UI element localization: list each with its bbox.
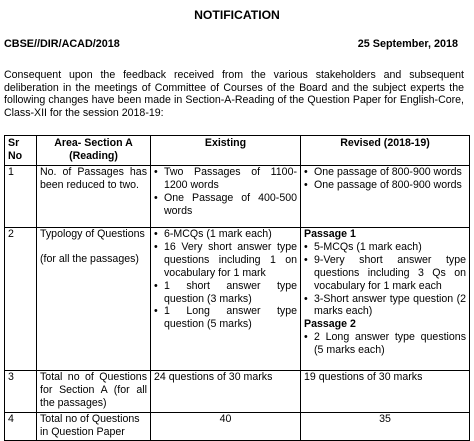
table-row bbox=[5, 228, 470, 371]
header-revised: Revised (2018-19) bbox=[301, 136, 470, 166]
list-item: • 1 short answer type question (3 marks) bbox=[154, 280, 297, 306]
list-item: • 16 Very short answer type questions including 1 on vocabulary for 1 mark bbox=[154, 241, 297, 280]
row2-area-line2: (for all the passages) bbox=[40, 252, 139, 265]
row4-existing: 40 bbox=[151, 413, 301, 441]
row2-area bbox=[37, 228, 151, 371]
changes-table bbox=[4, 135, 470, 441]
table-row bbox=[5, 166, 470, 228]
row3-existing: 24 questions of 30 marks bbox=[151, 371, 301, 413]
header-area bbox=[37, 136, 151, 166]
header-sr-no: Sr No bbox=[5, 136, 37, 166]
list-item: • One Passage of 400-500 words bbox=[154, 192, 297, 218]
row2-area-line1: Typology of Questions bbox=[40, 228, 145, 240]
page-title: NOTIFICATION bbox=[194, 8, 280, 22]
row1-revised bbox=[301, 166, 470, 228]
table-header-row bbox=[5, 136, 470, 166]
reference-number: CBSE//DIR/ACAD/2018 bbox=[4, 38, 120, 50]
row4-area: Total no of Questions in Question Paper bbox=[37, 413, 151, 441]
row4-revised: 35 bbox=[301, 413, 470, 441]
row1-existing bbox=[151, 166, 301, 228]
header-area-line1: Area- Section A bbox=[54, 137, 133, 149]
header-existing: Existing bbox=[151, 136, 301, 166]
notification-date: 25 September, 2018 bbox=[357, 38, 458, 50]
row2-sr: 2 bbox=[5, 228, 37, 371]
row3-revised: 19 questions of 30 marks bbox=[301, 371, 470, 413]
row2-existing bbox=[151, 228, 301, 371]
list-item: • Two Passages of 1100-1200 words bbox=[154, 166, 297, 192]
list-item: • 6-MCQs (1 mark each) bbox=[154, 228, 297, 241]
row1-sr: 1 bbox=[5, 166, 37, 228]
list-item: • One passage of 800-900 words bbox=[304, 166, 466, 179]
intro-paragraph: Consequent upon the feedback received from the various stakeholders and subsequent deliberation in the meetings of Committee of Courses of the Board and the subject experts the following changes have been made in Section-A-Reading of the Question Paper for English-Core, Class-XII for the session 2018-19: bbox=[4, 69, 464, 120]
row3-area: Total no of Questions for Section A (for all the passages) bbox=[37, 371, 151, 413]
table-row bbox=[5, 413, 470, 441]
passage1-label: Passage 1 bbox=[304, 228, 356, 240]
table-row bbox=[5, 371, 470, 413]
row4-sr: 4 bbox=[5, 413, 37, 441]
row2-revised bbox=[301, 228, 470, 371]
list-item: • 9-Very short answer type questions including 3 Qs on vocabulary for 1 mark each bbox=[304, 254, 466, 293]
passage2-label: Passage 2 bbox=[304, 318, 356, 331]
header-area-line2: (Reading) bbox=[69, 149, 118, 162]
list-item: • 1 Long answer type question (5 marks) bbox=[154, 305, 297, 331]
row3-sr: 3 bbox=[5, 371, 37, 413]
list-item: • One passage of 800-900 words bbox=[304, 179, 466, 192]
list-item: • 5-MCQs (1 mark each) bbox=[304, 241, 466, 254]
list-item: • 2 Long answer type questions (5 marks each) bbox=[304, 331, 466, 357]
row1-area: No. of Passages has been reduced to two. bbox=[37, 166, 151, 228]
list-item: • 3-Short answer type question (2 marks each) bbox=[304, 293, 466, 319]
